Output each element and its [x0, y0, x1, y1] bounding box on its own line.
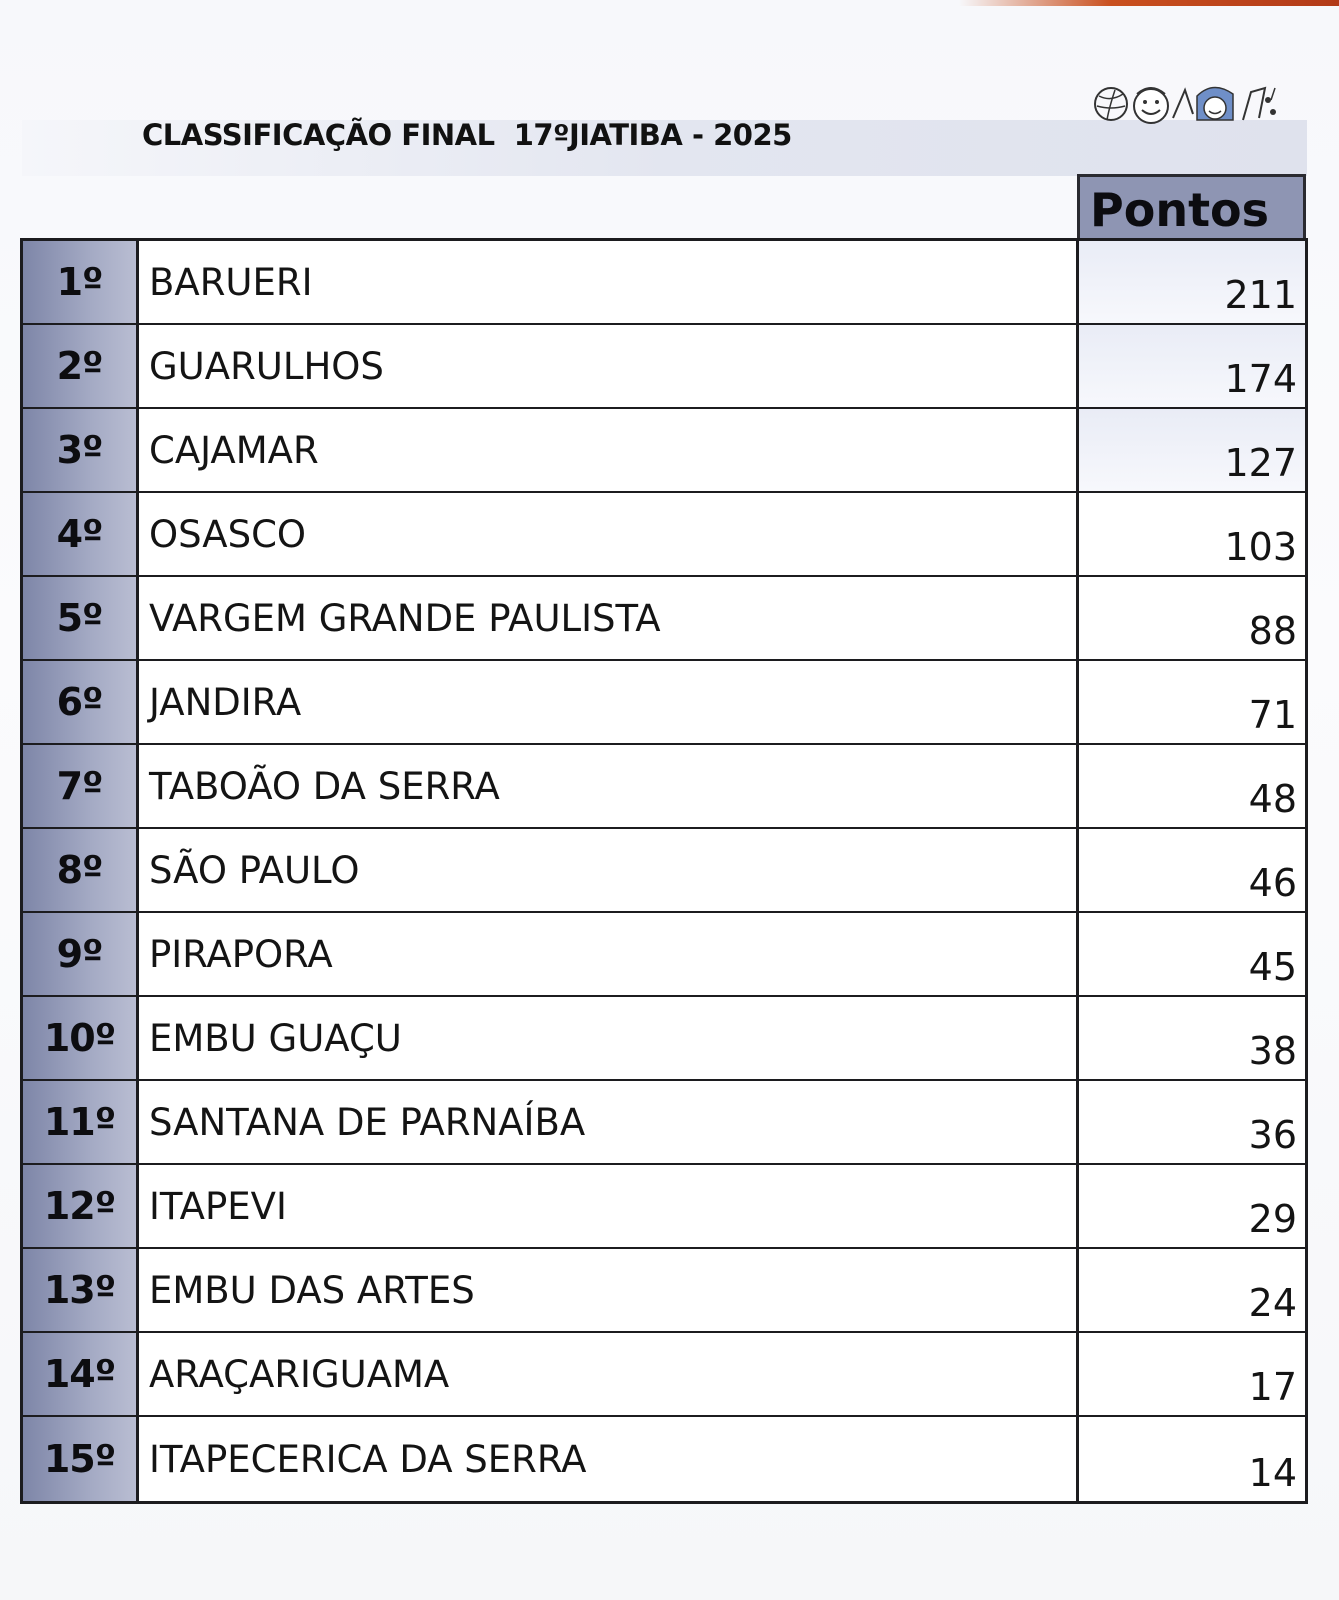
- table-row: [23, 1333, 1305, 1417]
- points-cell: 71: [1079, 661, 1305, 743]
- rank-cell: 12º: [23, 1165, 139, 1247]
- team-cell: OSASCO: [139, 493, 1079, 575]
- points-cell: 211: [1079, 241, 1305, 323]
- rank-cell: 10º: [23, 997, 139, 1079]
- team-cell: SANTANA DE PARNAÍBA: [139, 1081, 1079, 1163]
- rank-cell: 8º: [23, 829, 139, 911]
- team-cell: GUARULHOS: [139, 325, 1079, 407]
- rank-cell: 9º: [23, 913, 139, 995]
- table-row: [23, 661, 1305, 745]
- points-cell: 45: [1079, 913, 1305, 995]
- rank-cell: 14º: [23, 1333, 139, 1415]
- points-cell: 36: [1079, 1081, 1305, 1163]
- team-cell: TABOÃO DA SERRA: [139, 745, 1079, 827]
- team-cell: VARGEM GRANDE PAULISTA: [139, 577, 1079, 659]
- points-header-label: Pontos: [1090, 183, 1270, 237]
- team-cell: ITAPEVI: [139, 1165, 1079, 1247]
- team-cell: EMBU GUAÇU: [139, 997, 1079, 1079]
- points-cell: 17: [1079, 1333, 1305, 1415]
- rank-cell: 5º: [23, 577, 139, 659]
- points-cell: 174: [1079, 325, 1305, 407]
- page-title: CLASSIFICAÇÃO FINAL 17ºJIATIBA - 2025: [142, 118, 792, 152]
- standings-table: [20, 238, 1308, 1504]
- points-cell: 29: [1079, 1165, 1305, 1247]
- points-cell: 88: [1079, 577, 1305, 659]
- sports-mascots-logo-icon: [1093, 80, 1283, 130]
- table-row: [23, 325, 1305, 409]
- corner-color-band: [959, 0, 1339, 6]
- rank-cell: 7º: [23, 745, 139, 827]
- team-cell: BARUERI: [139, 241, 1079, 323]
- rank-cell: 11º: [23, 1081, 139, 1163]
- table-row: [23, 577, 1305, 661]
- rank-cell: 4º: [23, 493, 139, 575]
- rank-cell: 3º: [23, 409, 139, 491]
- rank-cell: 6º: [23, 661, 139, 743]
- points-column-header: [1077, 174, 1306, 248]
- team-cell: PIRAPORA: [139, 913, 1079, 995]
- rank-cell: 15º: [23, 1417, 139, 1501]
- table-row: [23, 745, 1305, 829]
- table-row: [23, 1165, 1305, 1249]
- team-cell: JANDIRA: [139, 661, 1079, 743]
- table-row: [23, 913, 1305, 997]
- points-cell: 14: [1079, 1417, 1305, 1501]
- rank-cell: 13º: [23, 1249, 139, 1331]
- table-row: [23, 829, 1305, 913]
- team-cell: CAJAMAR: [139, 409, 1079, 491]
- table-row: [23, 1249, 1305, 1333]
- team-cell: EMBU DAS ARTES: [139, 1249, 1079, 1331]
- rank-cell: 1º: [23, 241, 139, 323]
- points-cell: 127: [1079, 409, 1305, 491]
- table-row: [23, 1417, 1305, 1501]
- points-cell: 38: [1079, 997, 1305, 1079]
- points-cell: 48: [1079, 745, 1305, 827]
- points-cell: 24: [1079, 1249, 1305, 1331]
- table-row: [23, 1081, 1305, 1165]
- team-cell: ITAPECERICA DA SERRA: [139, 1417, 1079, 1501]
- points-cell: 103: [1079, 493, 1305, 575]
- points-cell: 46: [1079, 829, 1305, 911]
- rank-cell: 2º: [23, 325, 139, 407]
- team-cell: ARAÇARIGUAMA: [139, 1333, 1079, 1415]
- table-row: [23, 997, 1305, 1081]
- table-row: [23, 493, 1305, 577]
- team-cell: SÃO PAULO: [139, 829, 1079, 911]
- table-row: [23, 241, 1305, 325]
- table-row: [23, 409, 1305, 493]
